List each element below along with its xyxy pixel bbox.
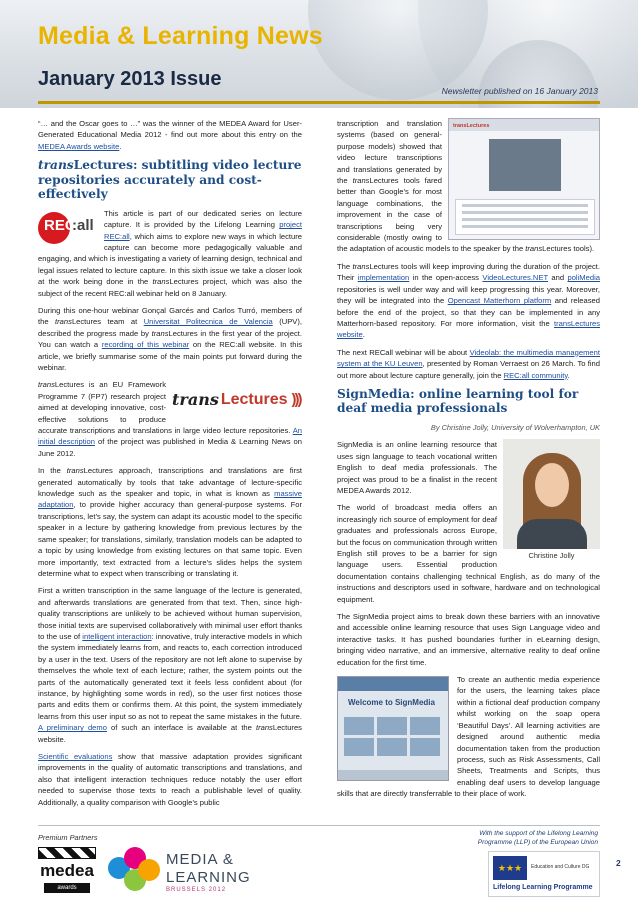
eu-llp-logo: ★★★ Education and Culture DG Lifelong Learning Programme xyxy=(488,851,600,897)
article-paragraph: transLectures is an EU Framework Programme 7 (FP7) research project aimed at developing innovative, cost-effective solutions to produce accurate transcriptions and translations in large video lecture repositories. An initial description of the project was published in Media & Learning News on June 2012. xyxy=(38,380,302,458)
webinar-recording-link[interactable]: recording of this webinar xyxy=(101,340,190,350)
article-paragraph: The world of broadcast media offers an increasingly rich source of employment for deaf graduates and professionals across Europe, but the focus on communication through written English still proves to be a barrier for sign language users. Essential production documentation contains challenging technical English, as do many of the instructions and descriptors used in software, hardware and on technological equipment. xyxy=(337,503,600,604)
article-byline: By Christine Jolly, University of Wolverhampton, UK xyxy=(430,422,600,432)
media-learning-logo[interactable]: MEDIA & LEARNING BRUSSELS 2012 xyxy=(108,847,258,897)
article-paragraph: To create an authentic media experience for the users, the learning takes place within a fictional deaf production company whilst working on the soap opera ‘Beautiful Days’. All learning activities are designed around authentic media documentation taken from the production process, such as Risk Assessments, Call Sheets, Treatments and Scripts, thus enabling deaf users to develop language skills that are directly transferrable to their place of work. xyxy=(337,675,600,799)
newsletter-footer xyxy=(0,825,638,903)
newsletter-header xyxy=(0,0,638,108)
preliminary-demo-link[interactable]: A preliminary demo xyxy=(38,723,107,733)
implementation-link[interactable]: implementation xyxy=(357,273,410,283)
translectures-logo: trans Lectures ))) xyxy=(172,389,301,409)
translectures-website-link[interactable]: transLectures website xyxy=(337,318,600,340)
article-paragraph: This article is part of our dedicated series on lecture capture. It is provided by the Lifelong Learning project REC:all, which aims to explore new ways in which lecture capture can become more pedagogically valuable and engaging, and which is investigating a variety of learning design, technical and legal issues related to lecture capture. In this sixth issue we take a closer look at the work being done in the transLectures project, which was also the subject of the recent REC:all webinar held on 8 January. xyxy=(38,208,302,298)
photo-caption: Christine Jolly xyxy=(503,549,600,563)
eu-support-note: With the support of the Lifelong Learning Programme (LLP) of the European Union xyxy=(477,830,598,846)
upv-link[interactable]: Universitat Politecnica de Valencia xyxy=(143,317,273,327)
article-title-signmedia: SignMedia: online learning tool for deaf media professionals xyxy=(337,386,579,416)
header-divider xyxy=(38,101,600,104)
polimedia-link[interactable]: poliMedia xyxy=(567,273,600,283)
article-title-translectures: transLectures: subtitling video lecture repositories accurately and cost-effectively xyxy=(38,158,302,202)
author-photo xyxy=(503,439,600,563)
massive-adaptation-link[interactable]: massive adaptation xyxy=(38,489,302,510)
publication-date: Newsletter published on 16 January 2013 xyxy=(441,86,598,96)
translectures-screenshot: transLectures xyxy=(448,118,600,240)
videolectures-link[interactable]: VideoLectures.NET xyxy=(482,273,548,283)
article-paragraph: In the transLectures approach, transcriptions and translations are first generated automatically by tools that take advantage of lecture-specific knowledge such as the speaker and topic, in what is known as massive adaptation, to provide higher accuracy than general-purpose systems. For transcriptions, let’s say, the system can adapt its acoustic model to the specific speaker in a lecture by gathering knowledge from previous lectures by the same speaker; for translations, similarly, translation models can be adapted to a topic by using knowledge from existing lectures on that same topic. Even more importantly, text extracted from a lecture’s slides helps the system determine what to expect when transcribing or translating it. xyxy=(38,466,302,578)
footer-divider xyxy=(38,825,600,826)
article-paragraph: Scientific evaluations show that massive adaptation provides significant improvements in the quality of automatic transcriptions and translations, and also that intelligent interaction techniques reduce notably the user effort needed to supervise those texts to reach a publishable level of quality. Additionally, a quality comparison with Google’s public xyxy=(38,752,303,807)
article-paragraph: transcription and translation systems (based on general-purpose models) showed that video lecture transcriptions and translations generated by the transLectures tools fared better than Google’s for most language combinations, the improvement in the case of transcriptions being very considerable (mostly owing to the adaptation of acoustic models to the speaker by the transLectures tools). xyxy=(337,119,595,254)
medea-awards-link[interactable]: MEDEA Awards website xyxy=(38,141,120,151)
article-paragraph: The next RECall webinar will be about Videolab: the multimedia management system at the KU Leuven, presented by Roman Verraest on 26 March. To find out more about lecture capture generally, join the REC:all community. xyxy=(337,347,600,380)
clapperboard-icon xyxy=(38,847,96,859)
newsletter-title: Media & Learning News xyxy=(38,22,323,50)
right-column xyxy=(337,118,600,806)
recall-logo: REC :all xyxy=(38,210,98,246)
article-paragraph: The SignMedia project aims to break down these barriers with an innovative and accessible online learning resource that uses Sign Language video and interactive tasks. It has pushed boundaries further in eLearning design, bringing video narrative, and an immersive, alternative reality to deaf online education for the first time. xyxy=(337,612,600,667)
eu-flag-icon: ★★★ xyxy=(493,856,527,880)
recall-project-link[interactable]: project REC:all xyxy=(104,220,302,241)
videolab-link[interactable]: Videolab: the multimedia management system at the KU Leuven xyxy=(337,347,600,369)
initial-description-link[interactable]: An initial description xyxy=(38,426,302,447)
opencast-link[interactable]: Opencast Matterhorn platform xyxy=(447,296,552,306)
signmedia-screenshot: Welcome to SignMedia xyxy=(337,676,449,781)
article-paragraph: SignMedia is an online learning resource that uses sign language to teach vocational written English to deaf media professionals. The project was proud to be a finalist in the recent MEDEA Awards 2012. xyxy=(337,440,497,495)
premium-partners-label: Premium Partners xyxy=(38,833,98,842)
article-paragraph: First a written transcription in the same language of the lecture is generated, and afterwards translations are generated from that text. Then, since high-quality transcriptions are unlikely to be achieved without human supervision, those initial texts are supervised collaboratively with minimal user effort thanks to the use of intelligent interaction: innovative, truly interactive models in which the system immediately learns from, and reacts to, each correction introduced by a user in the text. Users of the repository are not left alone to supervise by themselves the whole text of each lecture; rather, the system points out the parts of the automatically generated text it feels less confident about (for instance, by highlighting some words in red), so the user first notices those parts and edits them or confirms them. At this point, the system immediately learns from this user input so as not to repeat the same mistakes in the future. A preliminary demo of such an interface is available at the transLectures website. xyxy=(38,586,302,744)
article-paragraph: During this one-hour webinar Gonçal Garcés and Carlos Turró, members of the transLectures team at Universitat Politecnica de Valencia (UPV), described the progress made by transLectures in the first year of the project. You can watch a recording of this webinar on the REC:all website. In this article, we briefly summarise some of the main points put forward during the webinar. xyxy=(38,305,303,372)
scientific-evaluations-link[interactable]: Scientific evaluations xyxy=(38,752,113,761)
issue-title: January 2013 Issue xyxy=(38,68,222,90)
left-column xyxy=(38,118,302,814)
medea-awards-logo[interactable]: medea awards xyxy=(38,847,96,897)
recall-community-link[interactable]: REC:all community xyxy=(503,370,568,380)
video-player-image xyxy=(489,139,561,191)
intro-paragraph: “… and the Oscar goes to …” was the winner of the MEDEA Award for User-Generated Educational Media 2012 - find out more about this entry on the MEDEA Awards website. xyxy=(38,119,302,151)
page-number: 2 xyxy=(616,858,621,868)
article-paragraph: The transLectures tools will keep improving during the duration of the project. Their implementation in the open-access VideoLectures.NET and poliMedia repositories is well under way and will keep progressing this year. Moreover, they will be integrated into the Opencast Matterhorn platform and released before the end of the project, so that they can be implemented in any Matterhorn-based repository. For more information, visit the transLectures website. xyxy=(337,261,600,340)
intelligent-interaction-link[interactable]: intelligent interaction xyxy=(82,631,152,641)
